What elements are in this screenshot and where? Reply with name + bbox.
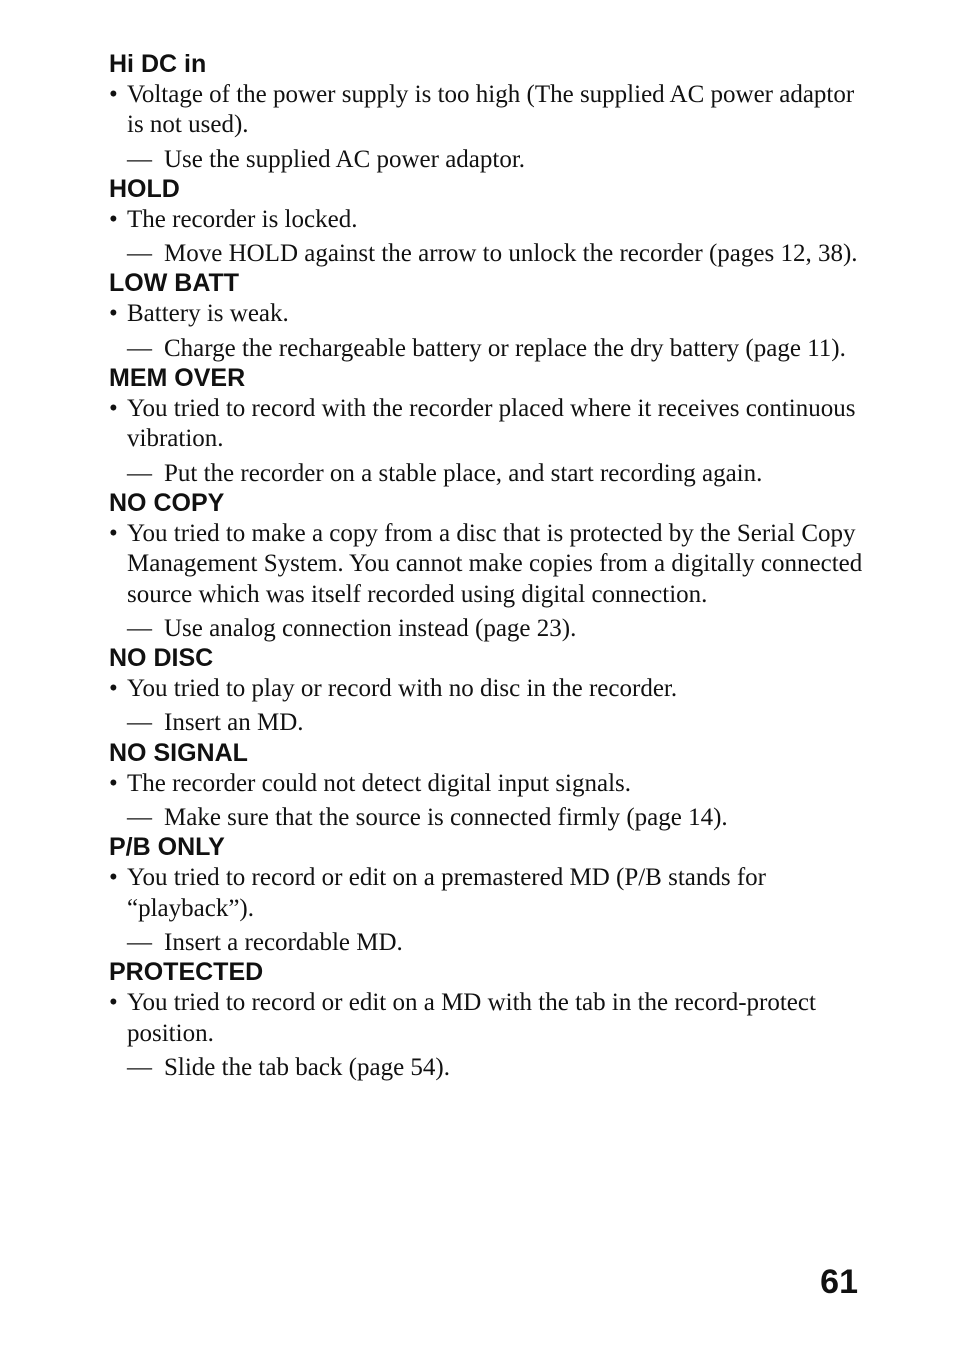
message-heading: HOLD [109,174,180,203]
message-remedy: — Make sure that the source is connected firmly (page 14). [127,803,869,833]
message-heading: NO COPY [109,488,225,517]
message-cause: • You tried to play or record with no disc in the recorder. [109,674,869,704]
message-entry-hi-dc-in [109,50,869,175]
message-remedy: — Use analog connection instead (page 23). [127,614,869,644]
message-remedy: — Put the recorder on a stable place, and start recording again. [127,459,869,489]
message-entry-no-disc [109,644,869,739]
message-cause: • You tried to record or edit on a MD with the tab in the record-protect position. [109,988,869,1049]
message-cause: • You tried to record with the recorder placed where it receives continuous vibration. [109,394,869,455]
message-entry-hold [109,175,869,270]
message-entry-mem-over [109,364,869,489]
message-heading: LOW BATT [109,269,240,298]
message-cause: • Voltage of the power supply is too high (The supplied AC power adaptor is not used). [109,80,869,141]
page-number: 61 [820,1263,858,1301]
message-cause: • The recorder is locked. [109,205,869,235]
message-entry-no-signal [109,739,869,834]
message-remedy: — Move HOLD against the arrow to unlock the recorder (pages 12, 38). [127,239,869,269]
message-remedy: — Use the supplied AC power adaptor. [127,145,869,175]
message-remedy: — Charge the rechargeable battery or replace the dry battery (page 11). [127,334,869,364]
message-heading: NO DISC [109,644,214,673]
message-heading: NO SIGNAL [109,738,248,767]
message-entry-protected [109,958,869,1083]
message-heading: P/B ONLY [109,833,225,862]
message-remedy: — Insert a recordable MD. [127,928,869,958]
message-heading: MEM OVER [109,364,246,393]
message-cause: • The recorder could not detect digital input signals. [109,769,869,799]
message-heading: PROTECTED [109,958,264,987]
message-list [109,50,869,1083]
message-cause: • You tried to make a copy from a disc that is protected by the Serial Copy Management System. You cannot make copies from a digitally connected source which was itself recorded using digital connection. [109,519,869,610]
message-entry-pb-only [109,833,869,958]
message-remedy: — Insert an MD. [127,708,869,738]
message-entry-low-batt [109,269,869,364]
message-remedy: — Slide the tab back (page 54). [127,1053,869,1083]
message-cause: • You tried to record or edit on a premastered MD (P/B stands for “playback”). [109,863,869,924]
message-entry-no-copy [109,489,869,644]
message-heading: Hi DC in [109,50,207,78]
message-cause: • Battery is weak. [109,299,869,329]
